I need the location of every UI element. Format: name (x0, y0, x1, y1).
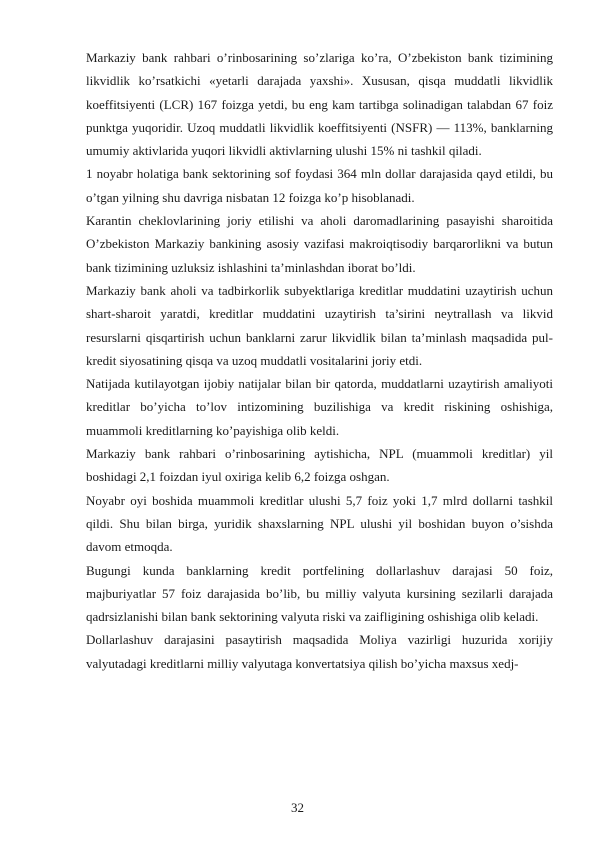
paragraph-npl-november: Noyabr oyi boshida muammoli kreditlar ulushi 5,7 foiz yoki 1,7 mlrd dollarni tashkil qildi. Shu bilan birga, yuridik shaxslarning NPL ulushi yil boshidan buyon o’sishda davom etmoqda. (86, 492, 553, 555)
paragraph-net-profit: 1 noyabr holatiga bank sektorining sof foydasi 364 mln dollar darajasida qayd etildi, bu o’tgan yilning shu davriga nisbatan 12 foizga ko’p hisoblanadi. (86, 166, 553, 205)
paragraph-dollarization: Bugungi kunda banklarning kredit portfelining dollarlashuv darajasi 50 foiz, majburiyatlar 57 foiz darajasida bo’lib, bu milliy valyuta kursining sezilarli darajada qadrsizlanishi bilan bank sektorining valyuta riski va zaifligining oshishiga olib keladi. (86, 562, 553, 625)
paragraph-credit-risk: Natijada kutilayotgan ijobiy natijalar bilan bir qatorda, muddatlarni uzaytirish amaliyoti kreditlar bo’yicha to’lov intizomining buzilishiga va kredit riskining oshishiga, muammoli kreditlarning ko’payishiga olib keldi. (86, 376, 553, 438)
paragraph-credit-extension: Markaziy bank aholi va tadbirkorlik subyektlariga kreditlar muddatini uzaytirish uchun shart-sharoit yaratdi, kreditlar muddatini uzaytirish ta’sirini neytrallash va likvid resurslarni qisqartirish uchun banklarni zarur likvidlik bilan ta’minlash maqsadida pul-kredit siyosatining qisqa va uzoq muddatli vositalarini joriy etdi. (86, 282, 553, 368)
body-text (86, 46, 553, 675)
paragraph-central-bank-task: Karantin cheklovlarining joriy etilishi va aholi daromadlarining pasayishi sharoitida O’zbekiston Markaziy bankining asosiy vazifasi makroiqtisodiy barqarorlikni va butun bank tizimining uzluksiz ishlashini ta’minlashdan iborat bo’ldi. (86, 213, 553, 275)
paragraph-liquidity-ratios: Markaziy bank rahbari o’rinbosarining so’zlariga ko’ra, O’zbekiston bank tizimining likvidlik ko’rsatkichi «yetarli darajada yaxshi». Xususan, qisqa muddatli likvidlik koeffitsiyenti (LCR) 167 foizga yetdi, bu eng kam tartibga solinadigan talabdan 67 foiz punktga yuqoridir. Uzoq muddatli likvidlik koeffitsiyenti (NSFR) — 113%, banklarning umumiy aktivlarida yuqori likvidli aktivlarning ulushi 15% ni tashkil qiladi. (86, 50, 553, 159)
page-number: 32 (291, 800, 304, 815)
paragraph-dedollarization: Dollarlashuv darajasini pasaytirish maqsadida Moliya vazirligi huzurida xorijiy valyutadagi kreditlarni milliy valyutaga konvertatsiya qilish bo’yicha maxsus xedj- (86, 632, 553, 671)
paragraph-npl-growth: Markaziy bank rahbari o’rinbosarining aytishicha, NPL (muammoli kreditlar) yil boshidagi 2,1 foizdan iyul oxiriga kelib 6,2 foizga oshgan. (86, 446, 553, 485)
